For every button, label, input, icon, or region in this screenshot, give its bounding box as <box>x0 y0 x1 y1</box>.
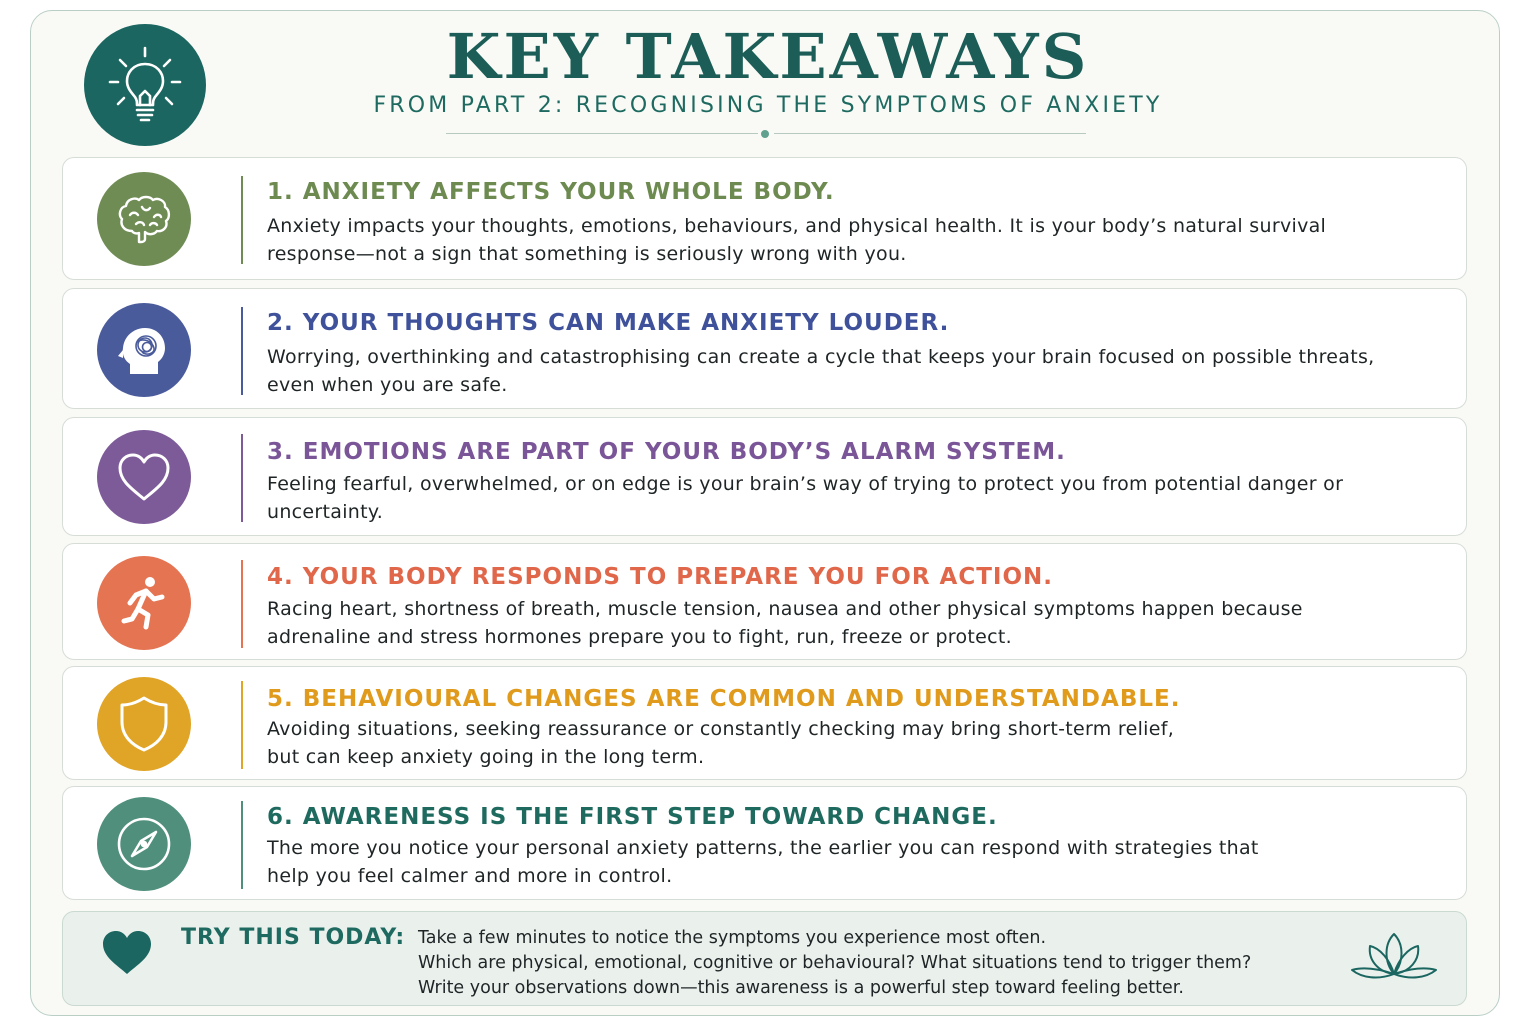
tip-text <box>418 926 1358 1001</box>
takeaway-card-6 <box>62 786 1467 900</box>
takeaway-text: The more you notice your personal anxiety patterns, the earlier you can respond with strategies that help you feel calmer and more in control. <box>267 837 1259 887</box>
header-divider <box>774 133 1086 134</box>
takeaway-title: 4. YOUR BODY RESPONDS TO PREPARE YOU FOR ACTION. <box>267 564 1054 590</box>
takeaway-card-2 <box>62 288 1467 409</box>
takeaway-title: 2. YOUR THOUGHTS CAN MAKE ANXIETY LOUDER. <box>267 310 950 336</box>
tip-line: Which are physical, emotional, cognitive or behavioural? What situations tend to trigger them? <box>418 953 1252 973</box>
takeaway-text: Avoiding situations, seeking reassurance or constantly checking may bring short-term relief, but can keep anxiety going in the long term. <box>267 718 1175 768</box>
brain-icon <box>97 172 191 266</box>
takeaway-card-3 <box>62 417 1467 536</box>
card-separator <box>241 801 243 889</box>
header-divider <box>446 133 758 134</box>
shield-icon <box>97 677 191 771</box>
takeaway-title: 6. AWARENESS IS THE FIRST STEP TOWARD CHANGE. <box>267 804 998 830</box>
takeaway-title: 3. EMOTIONS ARE PART OF YOUR BODY’S ALARM SYSTEM. <box>267 439 1066 465</box>
takeaway-text: Racing heart, shortness of breath, muscle tension, nausea and other physical symptoms happen because adrenaline and stress hormones prepare you to fight, run, freeze or protect. <box>267 598 1303 648</box>
takeaway-text: Anxiety impacts your thoughts, emotions, behaviours, and physical health. It is your body’s natural survival response—not a sign that something is seriously wrong with you. <box>267 215 1327 265</box>
takeaway-text: Worrying, overthinking and catastrophising can create a cycle that keeps your brain focused on possible threats, even when you are safe. <box>267 346 1375 396</box>
page-subtitle: FROM PART 2: RECOGNISING THE SYMPTOMS OF ANXIETY <box>373 93 1163 118</box>
lightbulb-icon <box>84 24 206 146</box>
card-separator <box>241 307 243 395</box>
page-title: KEY TAKEAWAYS <box>446 20 1090 93</box>
try-this-today-panel <box>62 911 1467 1006</box>
tip-line: Write your observations down—this awareness is a powerful step toward feeling better. <box>418 978 1184 998</box>
takeaway-title: 5. BEHAVIOURAL CHANGES ARE COMMON AND UNDERSTANDABLE. <box>267 686 1181 712</box>
lotus-icon <box>1348 930 1440 990</box>
card-separator <box>241 560 243 648</box>
running-person-icon <box>97 556 191 650</box>
takeaway-card-4 <box>62 543 1467 660</box>
tip-line: Take a few minutes to notice the symptoms you experience most often. <box>418 928 1047 948</box>
head-scribble-icon <box>97 303 191 397</box>
takeaway-card-5 <box>62 666 1467 780</box>
heart-icon <box>101 928 153 980</box>
compass-icon <box>97 797 191 891</box>
card-separator <box>241 434 243 522</box>
takeaway-text: Feeling fearful, overwhelmed, or on edge is your brain’s way of trying to protect you from potential danger or uncertainty. <box>267 473 1344 523</box>
divider-dot <box>761 130 769 138</box>
takeaway-title: 1. ANXIETY AFFECTS YOUR WHOLE BODY. <box>267 179 835 205</box>
takeaway-card-1 <box>62 157 1467 280</box>
card-separator <box>241 176 243 264</box>
card-separator <box>241 681 243 769</box>
heart-icon <box>97 430 191 524</box>
tip-label: TRY THIS TODAY: <box>181 925 406 950</box>
